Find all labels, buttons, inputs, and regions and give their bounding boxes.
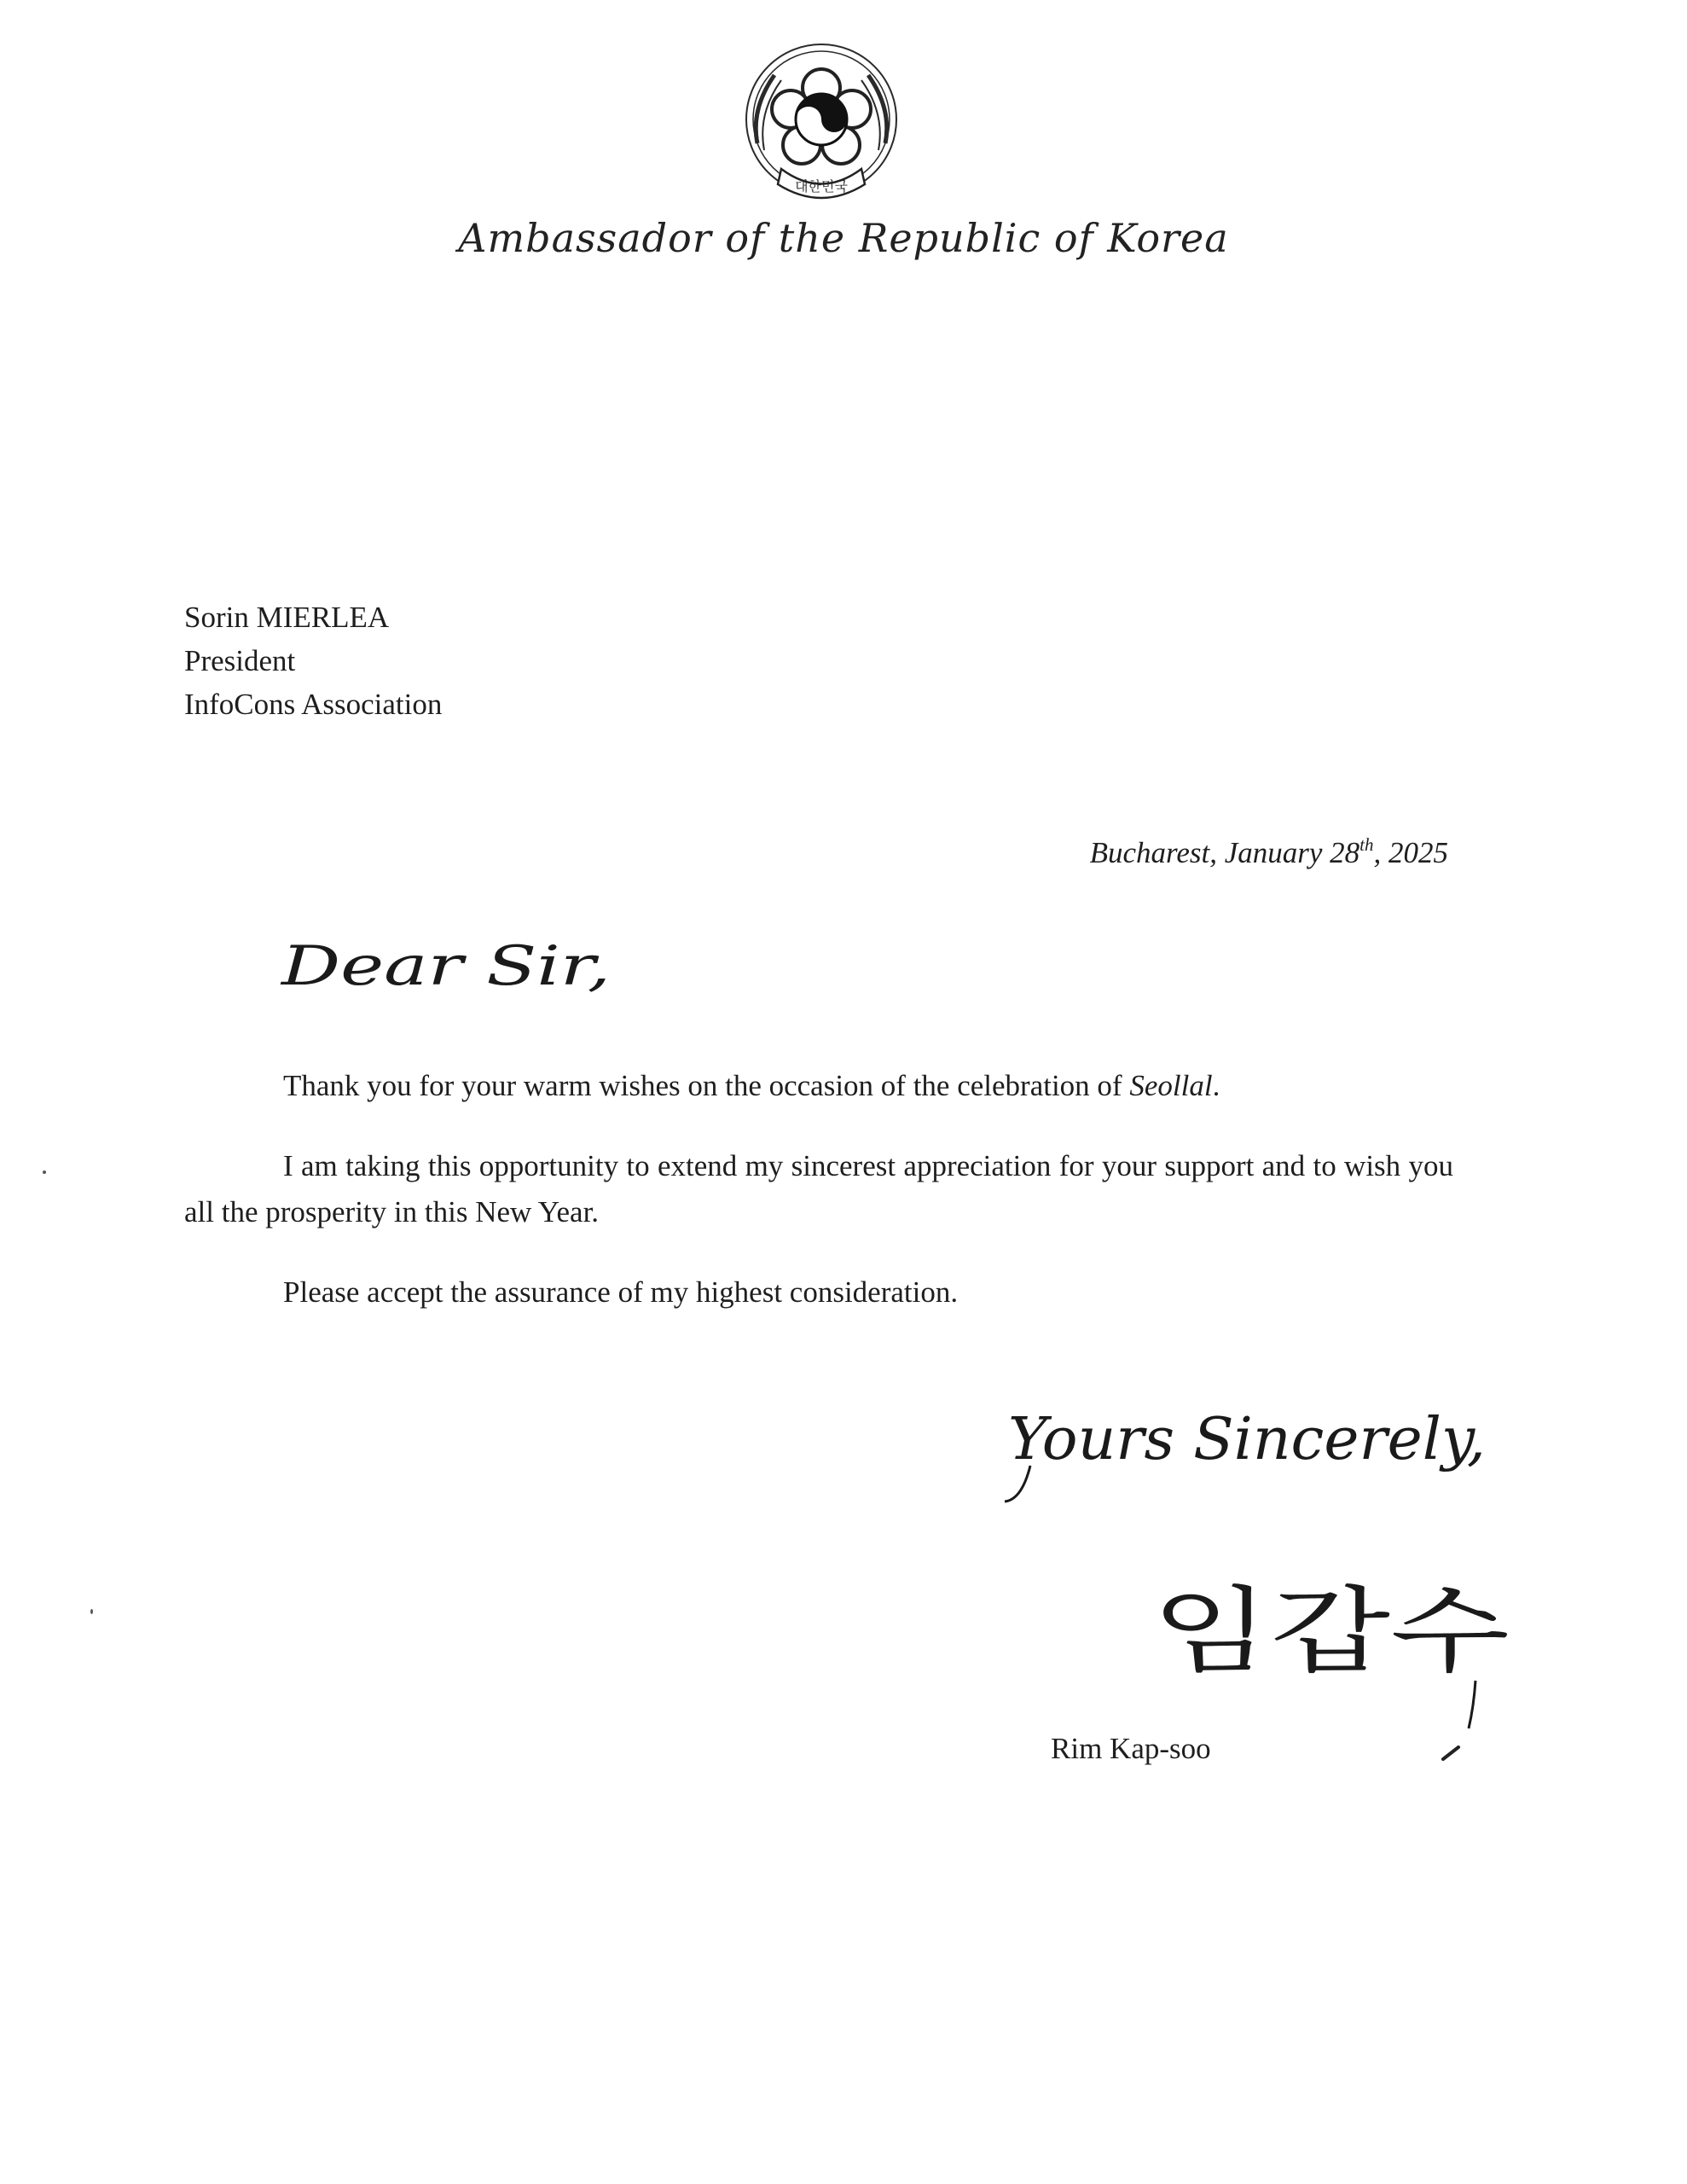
recipient-position: President <box>184 644 296 677</box>
scan-speck <box>43 1170 46 1174</box>
body-paragraph-1-text: Thank you for your warm wishes on the occasion of the celebration of <box>283 1069 1130 1102</box>
body-paragraph-1-end: . <box>1212 1069 1220 1102</box>
date-year: , 2025 <box>1373 836 1448 869</box>
date-line <box>1090 836 1448 870</box>
closing-text: Yours Sincerely, <box>1008 1406 1486 1473</box>
korean-government-emblem-icon <box>740 41 902 212</box>
recipient-name: Sorin MIERLEA <box>184 601 390 634</box>
body-paragraph-3 <box>184 1269 1453 1316</box>
recipient-block <box>184 595 442 726</box>
body-paragraph-1 <box>184 1063 1453 1109</box>
letterhead-title: Ambassador of the Republic of Korea <box>458 215 1229 261</box>
emblem-caption: 대한민국 <box>795 178 848 195</box>
salutation-text: Dear Sir, <box>280 935 611 998</box>
handwritten-closing <box>996 1380 1508 1508</box>
date-ordinal-suffix: th <box>1359 834 1374 855</box>
seollal-emphasis: Seollal <box>1129 1069 1213 1102</box>
body-paragraph-2-text: I am taking this opportunity to extend my sincerest appreciation for your support and to wish you all the prosperity in this New Year. <box>184 1149 1453 1228</box>
body-paragraph-3-text: Please accept the assurance of my highest consideration. <box>283 1275 959 1309</box>
date-prefix: Bucharest, January 28 <box>1089 836 1360 869</box>
pen-mark <box>1441 1742 1462 1763</box>
korean-signature-text: 임갑수 <box>1151 1577 1510 1686</box>
body-paragraph-2 <box>184 1143 1453 1235</box>
scan-speck <box>90 1609 93 1614</box>
korean-signature <box>1134 1561 1561 1732</box>
recipient-organization: InfoCons Association <box>184 688 443 721</box>
handwritten-salutation <box>278 930 619 1015</box>
signatory-name: Rim Kap-soo <box>1051 1732 1211 1765</box>
